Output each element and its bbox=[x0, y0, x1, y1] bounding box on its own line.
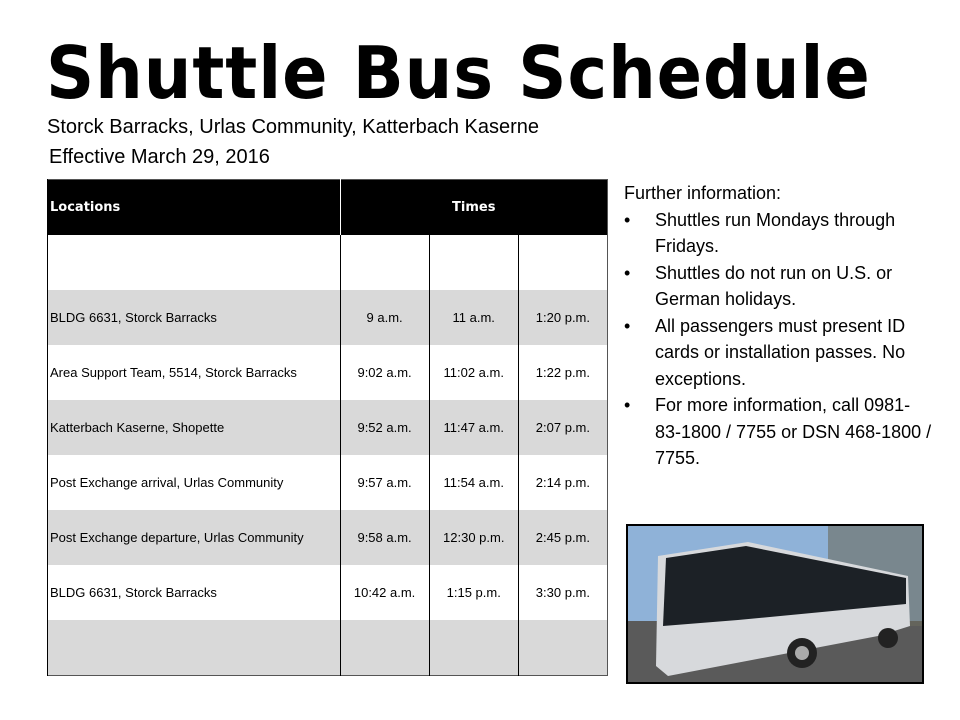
info-item: • Shuttles run Mondays through Fridays. bbox=[624, 207, 934, 260]
time-cell: 9:52 a.m. bbox=[340, 400, 429, 455]
table-row bbox=[48, 345, 608, 400]
table-row bbox=[48, 400, 608, 455]
time-cell: 11 a.m. bbox=[429, 290, 518, 345]
time-cell: 2:14 p.m. bbox=[518, 455, 607, 510]
time-cell: 11:54 a.m. bbox=[429, 455, 518, 510]
table-row bbox=[48, 510, 608, 565]
time-cell: 2:45 p.m. bbox=[518, 510, 607, 565]
info-item: • All passengers must present ID cards or installation passes. No exceptions. bbox=[624, 313, 934, 393]
location-cell: Post Exchange departure, Urlas Community bbox=[48, 510, 341, 565]
time-cell: 2:07 p.m. bbox=[518, 400, 607, 455]
table-row bbox=[48, 290, 608, 345]
time-cell: 9:58 a.m. bbox=[340, 510, 429, 565]
time-cell: 3:30 p.m. bbox=[518, 565, 607, 620]
location-cell: BLDG 6631, Storck Barracks bbox=[48, 290, 341, 345]
info-item: • For more information, call 0981-83-1800 / 7755 or DSN 468-1800 / 7755. bbox=[624, 392, 934, 472]
info-item: • Shuttles do not run on U.S. or German holidays. bbox=[624, 260, 934, 313]
page-title: Shuttle Bus Schedule bbox=[46, 31, 871, 115]
time-cell: 11:02 a.m. bbox=[429, 345, 518, 400]
time-cell: 1:20 p.m. bbox=[518, 290, 607, 345]
time-cell: 12:30 p.m. bbox=[429, 510, 518, 565]
bus-photo bbox=[626, 524, 924, 684]
table-row bbox=[48, 565, 608, 620]
time-cell: 9:57 a.m. bbox=[340, 455, 429, 510]
time-cell: 1:22 p.m. bbox=[518, 345, 607, 400]
location-cell: Post Exchange arrival, Urlas Community bbox=[48, 455, 341, 510]
location-cell: BLDG 6631, Storck Barracks bbox=[48, 565, 341, 620]
location-cell: Area Support Team, 5514, Storck Barracks bbox=[48, 345, 341, 400]
table-row bbox=[48, 455, 608, 510]
time-cell: 9:02 a.m. bbox=[340, 345, 429, 400]
time-cell: 10:42 a.m. bbox=[340, 565, 429, 620]
time-cell: 9 a.m. bbox=[340, 290, 429, 345]
header-locations: Locations bbox=[48, 180, 341, 236]
further-info bbox=[624, 180, 934, 472]
schedule-table bbox=[47, 179, 608, 676]
effective-date: Effective March 29, 2016 bbox=[49, 146, 270, 168]
header-times: Times bbox=[340, 180, 608, 236]
info-heading: Further information: bbox=[624, 183, 782, 203]
time-cell: 11:47 a.m. bbox=[429, 400, 518, 455]
subtitle: Storck Barracks, Urlas Community, Katterbach Kaserne bbox=[47, 116, 540, 138]
location-cell: Katterbach Kaserne, Shopette bbox=[48, 400, 341, 455]
time-cell: 1:15 p.m. bbox=[429, 565, 518, 620]
